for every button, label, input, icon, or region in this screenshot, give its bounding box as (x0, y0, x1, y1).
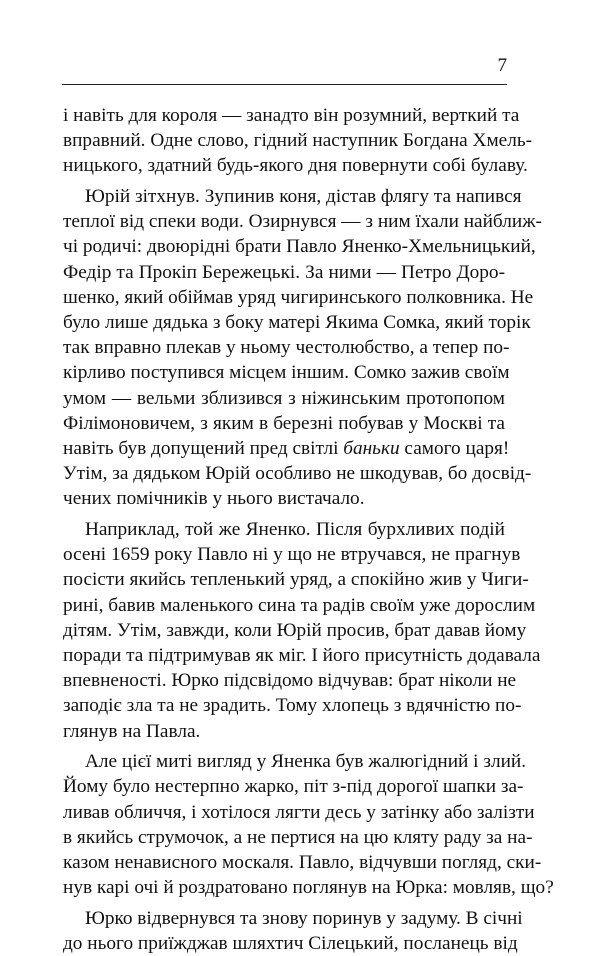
text-line (63, 386, 505, 411)
text-segment: посісти якийсь тепленький уряд, а спокійно жив у Чиги- (63, 569, 529, 591)
text-line (63, 800, 535, 825)
text-segment: ницького, здатний будь-якого дня повернути собі булаву. (63, 155, 528, 177)
text-line (63, 618, 527, 643)
text-line (63, 542, 521, 567)
text-line (63, 719, 505, 744)
paragraph (63, 184, 542, 511)
text-line (63, 593, 536, 618)
text-segment: Філімоновичем, з яким в березні побував у Москві та (63, 412, 505, 434)
text-segment: умом — вельми зблизився з ніжинським протопопом (63, 387, 505, 409)
header-rule (62, 84, 507, 85)
text-segment: Йому було нестерпно жарко, піт з-під дорогої шапки за- (63, 776, 524, 798)
text-line (63, 749, 527, 774)
text-segment: Утім, за дядьком Юрій особливо не шкодував, бо досвід- (63, 463, 532, 485)
text-segment: казом ненависного москаля. Павло, відчувши погляд, ски- (63, 851, 542, 873)
text-segment: нув карі очі й роздратовано поглянув на Юрка: мовляв, що? (63, 877, 554, 899)
text-segment: Федір та Прокіп Бережецькі. За ними — Петро Доро- (63, 261, 505, 283)
text-segment: шенко, який обіймав уряд чигиринського полковника. Не (63, 286, 534, 308)
text-line (63, 285, 534, 310)
text-segment: осені 1659 року Павло ні у що не втручався, не прагнув (63, 544, 521, 566)
text-segment: глянув на Павла. (63, 720, 201, 742)
page-number: 7 (497, 55, 507, 76)
text-line (63, 825, 533, 850)
text-segment: вправний. Одне слово, гідний наступник Богдана Хмель- (63, 130, 533, 152)
text-line (63, 310, 531, 335)
text-line (63, 209, 542, 234)
text-segment: Але цієї миті вигляд у Яненка був жалюгідний і злий. (85, 751, 527, 773)
text-segment: так вправно плекав у ньому честолюбство, а тепер по- (63, 337, 510, 359)
text-line (63, 153, 528, 178)
text-segment: Наприклад, той же Яненко. Після бурхливих подій (85, 519, 505, 540)
text-segment: було лише дядька з боку матері Якима Сомка, який торік (63, 312, 531, 333)
body-text (63, 103, 554, 956)
text-line (63, 486, 505, 511)
text-segment: рині, бавив маленького сина та радів своїм уже дорослим (63, 594, 536, 616)
text-segment: поради та підтримував як міг. І його присутність додавала (63, 644, 541, 666)
paragraph (63, 103, 533, 179)
paragraph (63, 517, 541, 744)
text-segment: чі родичі: двоюрідні брати Павло Яненко-Хмельницький, (63, 236, 536, 258)
text-segment: навіть був допущений пред світлі (63, 437, 344, 459)
text-line (63, 517, 505, 542)
text-line (63, 567, 529, 592)
text-line (63, 360, 510, 385)
text-line (63, 411, 505, 436)
text-line (63, 668, 517, 693)
text-segment: заподіє зла та не зрадить. Тому хлопець з вдячністю по- (63, 695, 522, 717)
italic-word: баньки (343, 437, 400, 459)
text-line (63, 436, 510, 461)
text-line (63, 128, 533, 153)
text-segment: впевненості. Юрко підсвідомо відчував: брат ніколи не (63, 670, 517, 692)
text-line (63, 931, 518, 956)
text-segment: чених помічників у нього вистачало. (63, 488, 365, 510)
text-segment: кірливо поступився місцем іншим. Сомко зажив своїм (63, 362, 510, 384)
text-segment: дітям. Утім, завжди, коли Юрій просив, брат давав йому (63, 619, 527, 641)
text-segment: і навіть для короля — занадто він розумний, верткий та (63, 105, 520, 126)
text-segment: теплої від спеки води. Озирнувся — з ним їхали найближ- (63, 211, 542, 233)
text-segment: Юрко відвернувся та знову поринув у задуму. В січні (85, 907, 523, 929)
text-line (63, 335, 510, 360)
text-line (63, 461, 532, 486)
paragraph (63, 749, 554, 900)
text-line (63, 103, 520, 128)
text-line (63, 260, 505, 285)
paragraph (63, 906, 523, 956)
text-segment: Юрій зітхнув. Зупинив коня, дістав флягу та напився (85, 186, 522, 208)
text-line (63, 693, 522, 718)
text-line (63, 774, 524, 799)
text-segment: самого царя! (399, 437, 510, 459)
text-segment: ливав обличчя, і хотілося лягти десь у затінку або залізти (63, 801, 535, 823)
text-segment: в якийсь струмочок, а не пертися на цю кляту раду за на- (63, 826, 533, 848)
text-line (63, 850, 542, 875)
text-line (63, 234, 536, 259)
text-line (63, 643, 541, 668)
text-segment: до нього приїжджав шляхтич Сілецький, посланець від (63, 933, 518, 954)
text-line (63, 184, 522, 209)
text-line (63, 875, 554, 900)
text-line (63, 906, 523, 931)
